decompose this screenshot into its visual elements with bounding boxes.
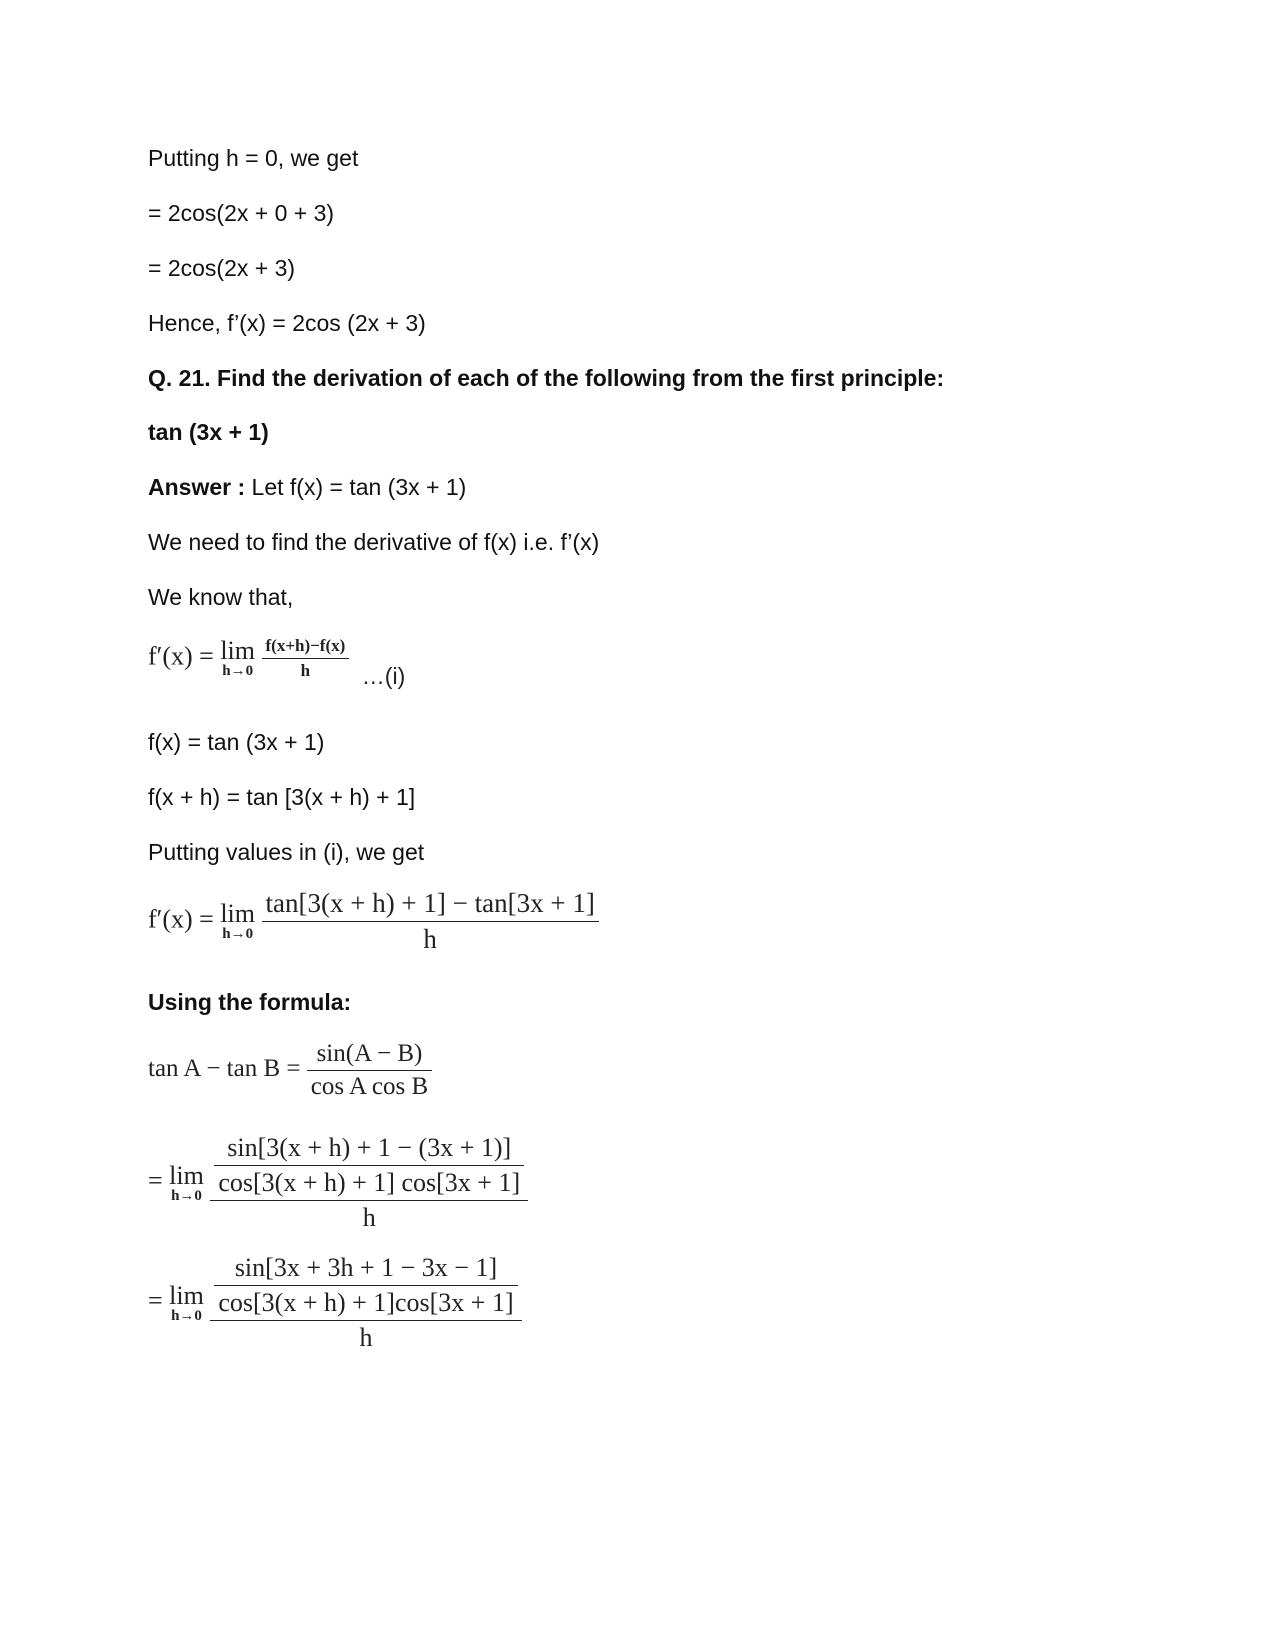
eq4-fraction [210, 1133, 528, 1233]
equation-first-principle [148, 636, 406, 690]
eq4-compound-numerator [210, 1133, 528, 1201]
eq5-lhs: = [148, 1285, 170, 1315]
equation-step-5 [148, 1253, 522, 1353]
eq2-lim-text: lim [220, 899, 255, 928]
eq1-denominator: h [300, 661, 311, 680]
equation-tan-identity [148, 1040, 432, 1101]
eq4-inner-numerator: sin[3(x + h) + 1 − (3x + 1)] [214, 1133, 524, 1166]
eq5-denominator: h [359, 1323, 373, 1352]
eq1-reference: …(i) [361, 663, 406, 690]
eq4-lhs: = [148, 1165, 170, 1195]
text-step-2: = 2cos(2x + 3) [148, 255, 296, 281]
eq5-compound-numerator [210, 1253, 521, 1321]
question-heading: Q. 21. Find the derivation of each of the following from the first principle: [148, 365, 945, 391]
eq4-denominator: h [362, 1203, 376, 1232]
eq3-lhs: tan A − tan B = [148, 1055, 307, 1083]
text-we-know: We know that, [148, 584, 294, 610]
eq3-fraction [307, 1040, 432, 1101]
text-using-formula: Using the formula: [148, 989, 352, 1015]
eq1-lim-sub: h→0 [222, 663, 254, 679]
question-function: tan (3x + 1) [148, 419, 269, 445]
eq4-lim-text: lim [169, 1160, 204, 1190]
eq5-limit [169, 1280, 204, 1324]
eq2-lhs: f′(x) = [148, 904, 221, 934]
text-need-derivative: We need to find the derivative of f(x) i.e. f’(x) [148, 529, 600, 555]
text-putting-values: Putting values in (i), we get [148, 839, 425, 865]
answer-text: Let f(x) = tan (3x + 1) [245, 474, 467, 500]
eq3-numerator: sin(A − B) [307, 1040, 432, 1071]
eq5-lim-text: lim [169, 1280, 204, 1310]
eq2-limit [220, 901, 255, 942]
eq5-lim-sub: h→0 [171, 1307, 202, 1324]
eq2-denominator: h [423, 924, 437, 954]
answer-label: Answer : [148, 474, 246, 500]
eq1-limit [220, 638, 255, 679]
equation-substituted [148, 888, 599, 955]
eq3-denominator: cos A cos B [310, 1073, 429, 1100]
eq1-numerator: f(x+h)−f(x) [262, 636, 350, 659]
eq2-numerator: tan[3(x + h) + 1] − tan[3x + 1] [262, 888, 599, 922]
eq4-lim-sub: h→0 [171, 1187, 202, 1204]
eq5-inner-fraction [214, 1253, 517, 1318]
eq4-limit [169, 1160, 204, 1204]
answer-line [148, 473, 466, 501]
equation-step-4 [148, 1133, 528, 1233]
eq4-inner-denominator: cos[3(x + h) + 1] cos[3x + 1] [218, 1168, 521, 1197]
eq5-inner-numerator: sin[3x + 3h + 1 − 3x − 1] [214, 1253, 517, 1286]
text-putting-h-zero: Putting h = 0, we get [148, 145, 359, 171]
eq2-lim-sub: h→0 [222, 926, 254, 942]
text-hence: Hence, f’(x) = 2cos (2x + 3) [148, 310, 426, 336]
text-fx: f(x) = tan (3x + 1) [148, 729, 325, 755]
text-step-1: = 2cos(2x + 0 + 3) [148, 200, 335, 226]
eq1-fraction [262, 636, 350, 681]
eq1-lim-text: lim [220, 636, 255, 665]
eq5-inner-denominator: cos[3(x + h) + 1]cos[3x + 1] [218, 1288, 514, 1317]
eq2-fraction [262, 888, 599, 955]
eq1-lhs: f′(x) = [148, 641, 221, 671]
text-fxh: f(x + h) = tan [3(x + h) + 1] [148, 784, 416, 810]
eq5-fraction [210, 1253, 521, 1353]
eq4-inner-fraction [214, 1133, 524, 1198]
